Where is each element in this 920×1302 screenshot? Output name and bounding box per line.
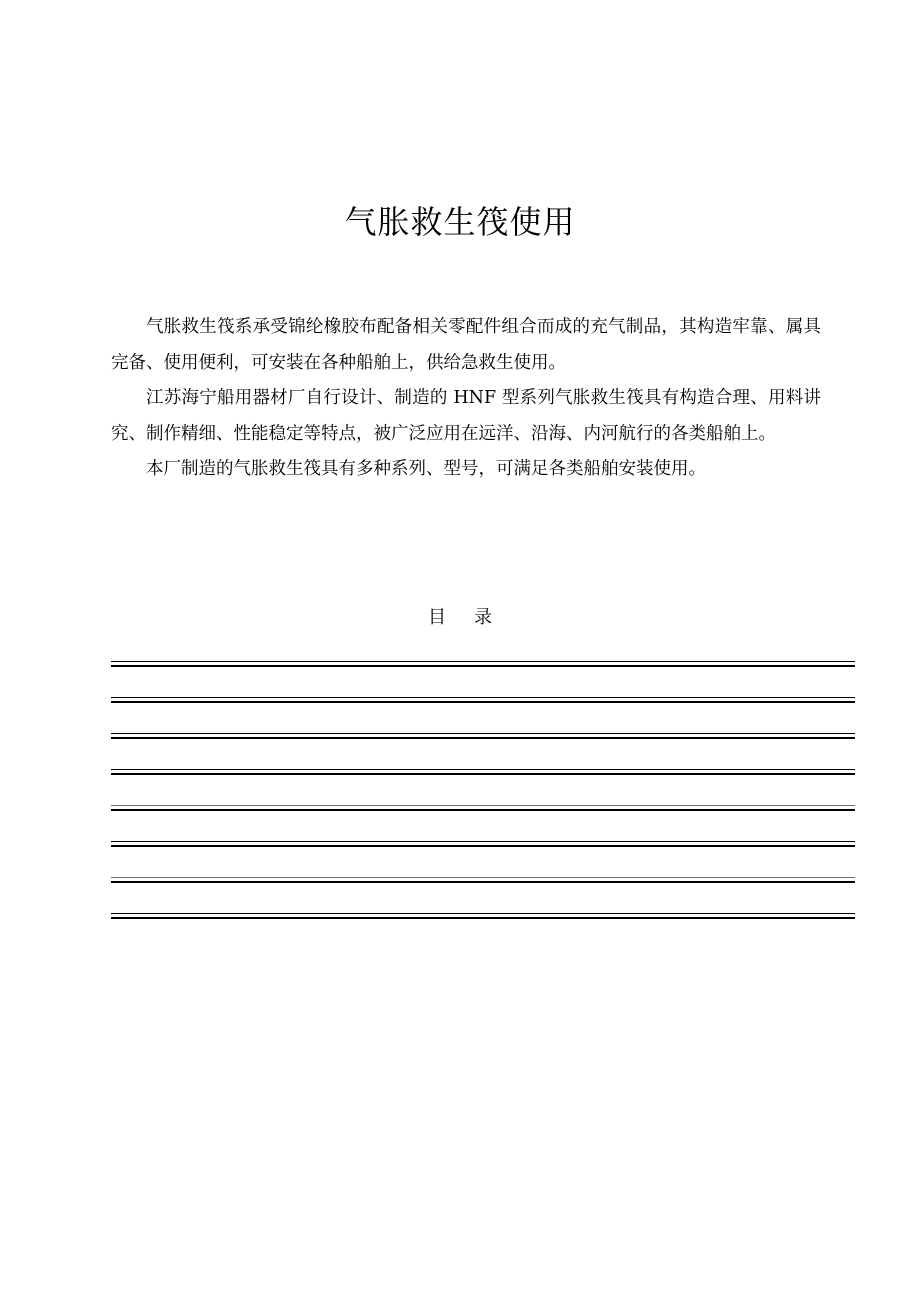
toc-entry-line: [111, 697, 855, 703]
toc-entry-line: [111, 805, 855, 811]
paragraph-3: 本厂制造的气胀救生筏具有多种系列、型号，可满足各类船舶安装使用。: [146, 459, 706, 479]
toc-heading: [0, 604, 920, 632]
toc-entry-line: [111, 877, 855, 883]
toc-heading-char-2: 录: [474, 607, 492, 628]
document-title: 气胀救生筏使用: [344, 203, 576, 241]
paragraph-1: 气胀救生筏系承受锦纶橡胶布配备相关零配件组合而成的充气制品，其构造牢靠、属具完备、使用便利，可安装在各种船舶上，供给急救生使用。: [111, 317, 821, 373]
toc-entries: [111, 661, 855, 949]
toc-entry-line: [111, 913, 855, 919]
toc-heading-char-1: 目: [428, 607, 446, 628]
toc-entry-line: [111, 841, 855, 847]
intro-text: [111, 310, 821, 488]
paragraph-2: 江苏海宁船用器材厂自行设计、制造的 HNF 型系列气胀救生筏具有构造合理、用料讲究、制作精细、性能稳定等特点，被广泛应用在远洋、沿海、内河航行的各类船舶上。: [111, 388, 821, 444]
toc-entry-line: [111, 661, 855, 667]
toc-entry-line: [111, 733, 855, 739]
toc-entry-line: [111, 769, 855, 775]
